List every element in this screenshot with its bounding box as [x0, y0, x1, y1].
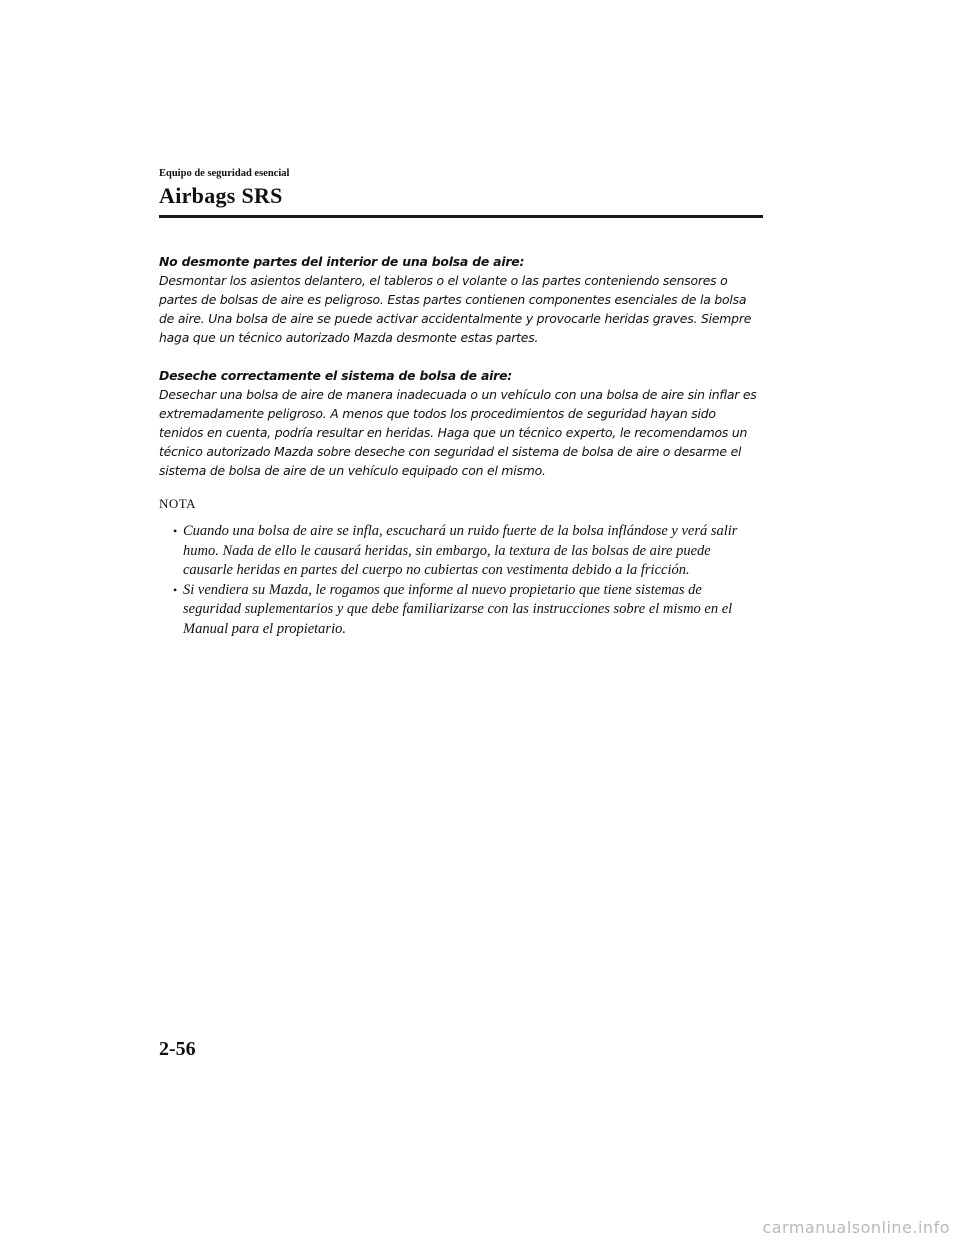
warning-block-disassembly — [159, 252, 763, 347]
header-divider — [159, 215, 763, 218]
note-list — [159, 522, 763, 639]
bullet-icon: • — [173, 582, 178, 597]
note-label: NOTA — [159, 496, 197, 511]
page-content — [159, 168, 763, 639]
note-item — [159, 581, 763, 640]
page-number: 2-56 — [159, 1038, 196, 1060]
note-item-text: Si vendiera su Mazda, le rogamos que informe al nuevo propietario que tiene sistemas de seguridad suplementarios y que debe familiarizarse con las instrucciones sobre el mismo en el Manual para el propietario. — [183, 581, 733, 637]
warning-text: Desmontar los asientos delantero, el tableros o el volante o las partes conteniendo sensores o partes de bolsas de aire es peligroso. Estas partes contienen componentes esenciales de la bolsa de aire. Una bolsa de aire se puede activar accidentalmente y provocarle heridas graves. Siempre haga que un técnico autorizado Mazda desmonte estas partes. — [159, 273, 752, 345]
note-section — [159, 494, 763, 639]
warning-text: Desechar una bolsa de aire de manera inadecuada o un vehículo con una bolsa de aire sin inflar es extremadamente peligroso. A menos que todos los procedimientos de seguridad hayan sido tenidos en cuenta, podría resultar en heridas. Haga que un técnico experto, le recomendamos un técnico autorizado Mazda sobre deseche con seguridad el sistema de bolsa de aire o desarme el sistema de bolsa de aire de un vehículo equipado con el mismo. — [159, 387, 757, 478]
watermark: carmanualsonline.info — [762, 1218, 950, 1237]
section-label: Equipo de seguridad esencial — [159, 168, 290, 179]
note-item — [159, 522, 763, 581]
bullet-icon: • — [173, 524, 178, 538]
warning-title: No desmonte partes del interior de una bolsa de aire: — [159, 254, 525, 269]
warning-title: Deseche correctamente el sistema de bolsa de aire: — [159, 368, 513, 383]
page-title: Airbags SRS — [159, 183, 283, 208]
note-item-text: Cuando una bolsa de aire se infla, escuchará un ruido fuerte de la bolsa inflándose y verá salir humo. Nada de ello le causará heridas, sin embargo, la textura de las bolsas de aire puede causarle heridas en partes del cuerpo no cubiertas con vestimenta debido a la fricción. — [183, 523, 738, 578]
warning-block-disposal — [159, 366, 763, 480]
